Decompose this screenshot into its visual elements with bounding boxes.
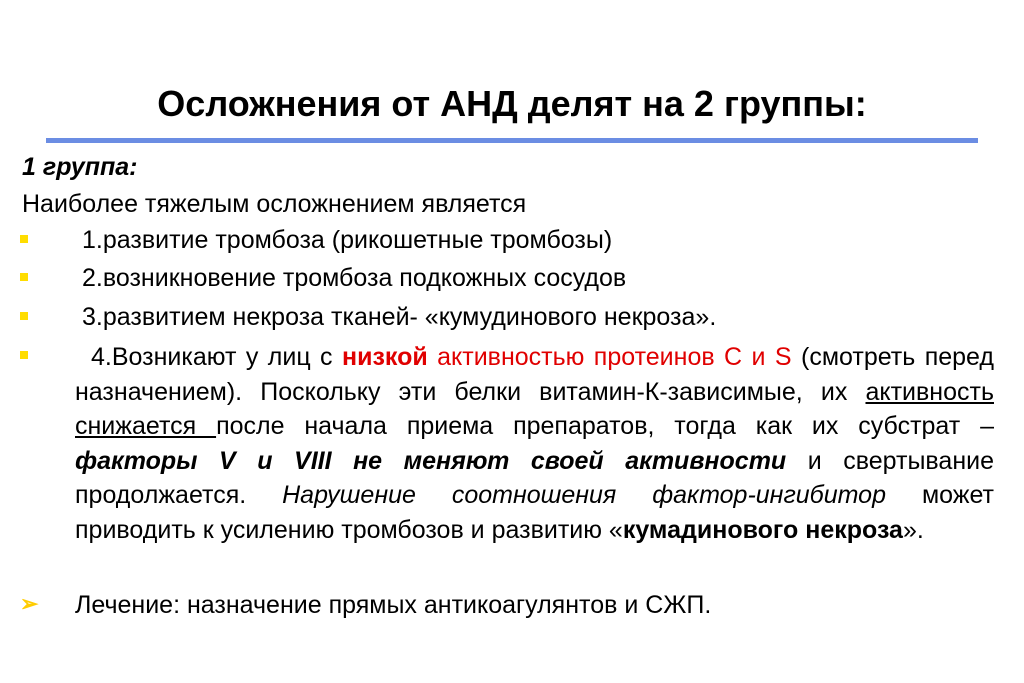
list-item: 1.развитие тромбоза (рикошетные тромбозы): [82, 226, 613, 254]
square-bullet-icon: [20, 235, 28, 243]
item4-italic: Нарушение соотношения фактор-ингибитор: [282, 481, 886, 509]
title-underline: [46, 138, 978, 143]
item4-red-text: активностью протеинов С и S: [427, 343, 792, 371]
square-bullet-icon: [20, 351, 28, 359]
item4-bold-italic: факторы V и VIII не меняют своей активности: [75, 446, 787, 475]
item4-red-bold: низкой: [341, 343, 428, 371]
group-label: 1 группа:: [22, 153, 138, 181]
item4-bold: кумадинового некроза: [622, 515, 903, 544]
list-item-4: [75, 340, 994, 547]
item4-text: (смотреть перед назначением). Поскольку эти белки витамин-К-зависимые, их: [75, 343, 994, 406]
arrow-bullet-icon: ➢: [20, 591, 39, 616]
item4-text: ».: [902, 515, 924, 544]
item4-underlined: активность снижается: [75, 377, 994, 440]
slide-title: Осложнения от АНД делят на 2 группы:: [157, 83, 867, 124]
treatment-text: Лечение: назначение прямых антикоагулянтов и СЖП.: [75, 591, 712, 619]
list-item: 3.развитием некроза тканей- «кумудинового некроза».: [82, 303, 717, 331]
square-bullet-icon: [20, 273, 28, 281]
item4-text: 4.Возникают у лиц с: [91, 343, 342, 371]
list-item: 2.возникновение тромбоза подкожных сосудов: [82, 264, 627, 292]
item4-text: после начала приема препаратов, тогда как их субстрат –: [216, 412, 995, 440]
intro-text: Наиболее тяжелым осложнением является: [22, 190, 527, 218]
item4-text: может приводить к усилению тромбозов и развитию «: [75, 481, 994, 544]
item4-text: и свертывание продолжается.: [75, 446, 994, 509]
square-bullet-icon: [20, 312, 28, 320]
